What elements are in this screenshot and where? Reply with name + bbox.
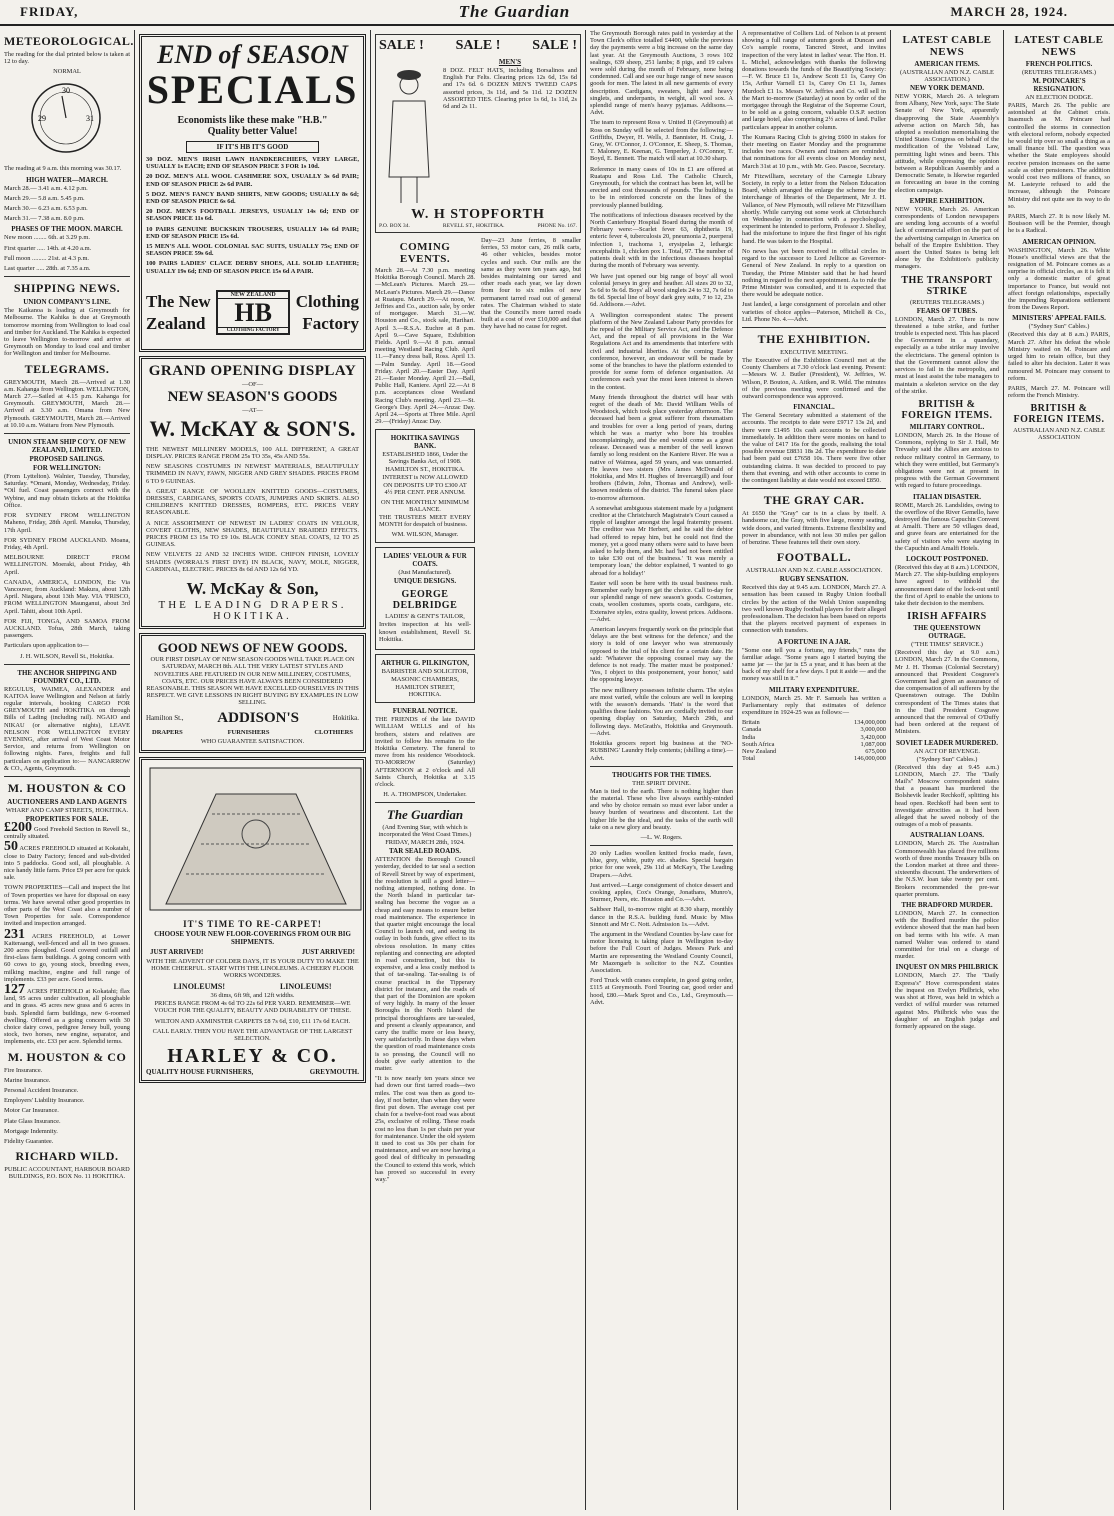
addisons-guarantee: WHO GUARANTEE SATISFACTION. (200, 737, 305, 745)
masthead-date: MARCH 28, 1924. (950, 4, 1068, 19)
article-text: The Kumara Racing Club is giving £600 in stakes for their meeting on Easter Monday and the programme includes two races. Owners and trainers are reminded that nominations for all events close on Monday next, March 31st at 10 p.m., with Mr. Geo. Pascoe, Secretary. (742, 133, 886, 170)
queenstown-heading: THE QUEENSTOWN OUTRAGE. (913, 624, 981, 641)
military-row: Canada 3,000,000 (742, 726, 886, 734)
dial-label: 31 (86, 114, 94, 124)
article-text: The notifications of infectious diseases received by the North Canterbury Hospital Board during the month of February were:—Scarlet fever 63, diphtheria 19, enteric fever 4, tuberculosis 20, pneumonia 2, puerperal infection 1, trachoma 1, erysipelas 2, lethargic encephalitis 1, chicken pox 1. Total, 97. The number of patients dealt with in the infectious diseases hospital during the month of February was seventy. (590, 211, 733, 270)
insurance-item: Fidelity Guarantee. (4, 1138, 54, 1146)
thoughts-text: Man is tied to the earth. There is nothing higher than the material. These who live always earthly-minded and who by choice remain so must ever labor under a heavy burden of weariness and discontent. Let the higher life be the ideal, and the tasks of the earth will take on a new glory and beauty. (590, 787, 733, 831)
mckay-heading: W. McKAY & SON'S. (149, 415, 356, 441)
for-wellington: FOR WELLINGTON: (32, 464, 101, 473)
funeral-heading: FUNERAL NOTICE. (392, 707, 458, 716)
soviet-heading: SOVIET LEADER MURDERED. (896, 738, 998, 747)
article-text: The argument in the Westland Counties by-law case for motor licensing is taking place in Wellington to-day before the Full Court of Judges. Messrs Park and Martin are representing the Westland County Council, Mr Mazengarb is solicitor to the N.Z. Counties Association. (590, 930, 733, 974)
savings-monthly: ON THE MONTHLY MINIMUM BALANCE. (381, 499, 469, 514)
moon-heading: PHASES OF THE MOON. MARCH. (11, 225, 123, 234)
tide-row: March 30.— 6.23 a.m. 6.53 p.m. (4, 205, 88, 213)
philbrick-text: LONDON, March 27. The "Daily Express's" Hove correspondent states the inquest on Evelyn Philbrick, who was shot at Hove, was held in which a verdict of wilful murder was returned against Mrs. Philbrick who was the daughter of an English judge and formerly appeared on the stage. (895, 972, 999, 1030)
insurance-item: Fire Insurance. (4, 1066, 43, 1074)
pilkington-ad (375, 654, 475, 703)
delbridge-heading: GEORGE DELBRIDGE (392, 589, 458, 612)
philbrick-heading: INQUEST ON MRS PHILBRICK (895, 963, 999, 972)
mckay-opening-ad (139, 356, 366, 629)
thoughts-heading: THOUGHTS FOR THE TIMES. (612, 770, 711, 779)
anchor-text: REGULUS, WAIMEA, ALEXANDER and KAITOA leave Wellington and Nelson at fairly regular intervals, booking CARGO FOR GREYMOUTH and HOKITIKA on through Bills of Lading (including rail). NGAIO and NIKAU (or alternative nights), LEAVE NELSON FOR WELLINGTON EVERY EVENING, after arrival of West Coast Motor Service, and returns from Wellington on following nights. Fares, freights and full particulars on application to:— NANCARROW & CO., Agents, Greymouth. (4, 685, 130, 772)
exhibition-sub: EXECUTIVE MEETING. (780, 348, 848, 356)
barometer-dial (4, 76, 128, 160)
pilkington-barrister: BARRISTER AND SOLICITOR, (381, 668, 469, 676)
article-text: A representative of Colliers Ltd. of Nelson is at present showing a full range of autumn goods at Duncan and Co's sample rooms, Tancred Street, and invites inspection of the very latest in ladies' wear. The Hon. H. L. Michel, acknowledges with thanks the following donations towards the funds of the Beautifying Society:—F. W. Bruce £1 1s, Andrew Scott £1 1s, Carey On 15s, Arthur Varnell £1 1s, Carey On £1 1s, James Murdoch £1 1s. Messrs W. Jeffries and Co. will sell in the Mart to-morrow (Saturday) at noon by order of the mortgagee through the Registrar of the Supreme Court, to be sold as a going concern, valuable O.S.P. section and large hotel, also comprising 2½ acres of land. Fuller particulars appear in another column. (742, 30, 886, 131)
revenge-heading: AN ACT OF REVENGE. (914, 747, 980, 755)
cable-news-heading-2: LATEST CABLE NEWS (1014, 34, 1104, 58)
military-row: New Zealand 675,000 (742, 748, 886, 756)
football-heading: FOOTBALL. (776, 550, 852, 565)
article-text: Hokitika grocers report big business at the 'NO-RUBBING' Laundry Help contents; (shilling a time).—Advt. (590, 740, 733, 762)
article-text: American lawyers frequently work on the principle that 'delays are the best witness for the defence,' and the story is told of one lawyer who was strenuously opposed to the trial of his client for a certain date. He said: 'Whatever the opposing counsel may say the defence is not ready. The matter must be postponed.' 'Yes, I object to this postponement, your honor,' said the opposing lawyer. (590, 626, 733, 684)
election-text: PARIS, March 26. The public are astonished at the Cabinet crisis. Inasmuch as M. Poincare had controlled the storms in connection with electoral reform, nobody expected he would trip over so small a thing as a small finance bill. The question was whether the State employees should receive pension increases on the same scale as other pensioners. The addition would cost two millions of francs, so M. Lasteyrie refused to add the increase, although the Poincare Ministry did not quite see its way to do so. (1008, 102, 1110, 210)
guardian-date: FRIDAY, MARCH 28th, 1924. (385, 839, 465, 847)
article-text: Easter will soon be here with its usual business rush. Remember early buyers get the choice. Call to-day for our splendid range of new season's goods. Costumes, coats, woollen costumes, sports coats, cardigans, etc. Extensive styles, extra quality, lowest prices. Addisons.—Advt. (590, 579, 733, 623)
barometer-label: NORMAL (53, 68, 81, 76)
property-text: TOWN PROPERTIES—Call and inspect the list of Town properties we have for disposal on easy terms. We have several other good properties in other parts of the West Coast also a number of Town Properties for sale. Correspondence invited and inspection arranged. (4, 884, 130, 928)
man-illustration (379, 57, 439, 207)
property-figure: 127 (4, 982, 25, 998)
article-text: The team to represent Ross v. United II (Greymouth) at Ross on Sunday will be selected from the following:—Griffiths, Dwyer, H. Wells, J. Bannister, H. Craig, J. Gray, W. O'Connor, J. O'Connor, E. Sheep, S. Thomas, T. Maloney, E. Keenan, G. Tenperley, J. O'Connor, T. Boyd, E. Bennett. The match will start at 10.30 sharp. (590, 119, 733, 163)
british-foreign-heading: BRITISH & FOREIGN ITEMS. (901, 398, 993, 421)
opening-item: NEW VELVETS 22 AND 32 INCHES WIDE. CHIFON FINISH, LOVELY SHADES (WORRAL'S FIRST DYE) IN BLACK, NAVY, MOLE, NIGGER, CARDINAL, ELECTRIC. PRICES 8s 6d AND 12s 6d YD. (146, 551, 359, 573)
column-3 (371, 30, 585, 1510)
opinion-heading: AMERICAN OPINION. (1022, 237, 1096, 246)
italian-text: ROME, March 26. Landslides, owing to the overflow of the River Gemello, have destroyed the famous Capuchin Convent at Amalfi. There are 50 villages dead, and grave fears are entertained for the safety of visitors who were staying in the Capuchin and Amalfi Hotels. (895, 501, 1000, 552)
association-credit-2: AUSTRALIAN AND N.Z. CABLE ASSOCIATION (1013, 427, 1105, 442)
linoleums-2: LINOLEUMS! (279, 982, 332, 992)
pm-text: PARIS, March 27. M. Poincare will reform the French Ministry. (1008, 384, 1110, 400)
article-text: 20 only Ladies woollen knitted frocks made, fawn, blue, grey, white, putty etc. shades. Special bargain price for one week, 29s 11d at McKay's, The Leading Drapers.—Advt. (590, 849, 733, 879)
newdemand-text: NEW YORK, March 26. A telegram from Albany, New York, says: The State Senate of New York, apparently disapproving the State Assembly's adverse action on March 5th, has adopted a resolution memorialising the United States Congress on behalf of the modification of the Volstead Law, permitting light wines and beers. This attitude, while expressing the opinion between a Republican Assembly and a Democratic Senate, is likewise regarded as forecasting an issue in the coming election campaign. (895, 93, 999, 194)
loans-heading: AUSTRALIAN LOANS. (910, 831, 984, 840)
sailing-text: FOR SYDNEY FROM WELLINGTON Maheno, Friday, 28th April. Manuka, Thursday, 17th April. (4, 512, 130, 534)
association-credit: (AUSTRALIAN AND N.Z. CABLE ASSOCIATION.) (900, 69, 994, 83)
column-4 (586, 30, 737, 1510)
pilkington-heading: ARTHUR G. PILKINGTON, (381, 659, 469, 668)
wilton-text: WILTON AND AXMINSTER CARPETS £8 7s 6d, £10, £11 17s 6d EACH. (154, 1017, 351, 1025)
end-of-season-ad (139, 34, 366, 352)
harley-heading: HARLEY & CO. (167, 1045, 338, 1068)
meteorological-reading: The reading at 9 a.m. this morning was 30.17. (4, 165, 122, 173)
delbridge-invites: Invites inspection at his well-known establishment, Revell St. Hokitika. (379, 621, 471, 643)
reuters-credit: (REUTERS TELEGRAMS.) (909, 298, 985, 306)
eos-title-1: END of SEASON (157, 40, 348, 69)
hb-logo-top: NEW ZEALAND (218, 292, 288, 299)
eos-item: 100 PAIRS LADIES' CLACE DERBY SHOES, ALL SOLID LEATHER; USUALLY 19s 6d; END OF SEASON PRICE 15s 6d A PAIR. (146, 260, 359, 275)
hb-logo-bottom: CLOTHING FACTORY (218, 327, 288, 333)
financial-heading: FINANCIAL. (793, 403, 835, 412)
union-steamship-heading: UNION STEAM SHIP CO'Y. OF NEW ZEALAND, LIMITED. (8, 438, 126, 455)
column-2 (135, 30, 370, 1510)
property-text: ACRES FREEHOLD, at Lower Kaiteraangi, well-fenced and all in two grasses. 200 acres ploughed. Good covered outfall and first-class farm buildings. A going concern with 60 cows to go, young stock, breeding ewes, milking machine, engine and full range of implements. £33 per acre. Good terms. (4, 932, 131, 983)
savings-interest: INTEREST is NOW ALLOWED ON DEPOSITS UP TO £300 AT 4½ PER CENT. PER ANNUM. (382, 474, 468, 496)
sale-label: SALE ! (379, 38, 424, 53)
bradford-text: LONDON, March 27. In connection with the Bradford murder the police evidence showed that the man had been on bad terms with his wife. A man named Walter was ordered to stand committed for trial on a charge of murder. (895, 910, 999, 961)
pilkington-chambers: MASONIC CHAMBERS, (391, 676, 459, 684)
addisons-name: ADDISON'S (217, 709, 299, 726)
british-foreign-heading-2: BRITISH & FOREIGN ITEMS. (1013, 403, 1105, 426)
coming-events-heading: COMING EVENTS. (399, 241, 451, 265)
insurance-item: Marine Insurance. (4, 1076, 51, 1084)
lockout-heading: LOCKOUT POSTPONED. (906, 554, 988, 563)
property-text: ACRES FREEHOLD situated at Kokatahi, close to Dairy Factory; fenced and sub-divided into 5 paddocks. Good soil, all ploughable. A nice handy little farm. Price £9 per acre for quick sale. (4, 845, 130, 882)
column-7 (1004, 30, 1114, 1510)
savings-established: ESTABLISHED 1866, Under the Savings Banks Act, of 1908. (382, 451, 468, 466)
sale-text: 8 DOZ. FELT HATS, including Borsalinos and English Fur Felts. Clearing prices 12s 6d, 15s 6d and 17s 6d. 6 DOZEN MEN'S TWEED CAPS assorted prices, 3s 11d, and 5s 11d. 12 DOZEN ASSORTED TIES. Clearing price 1s 6d, 1s 11d, 2s 6d and 2s 11. (443, 67, 577, 111)
loans-text: LONDON, March 26. The Australian Commonwealth has placed five millions worth of three months Treasury bills on the London market at three and three-sixteenths discount. The underwriters of the N.S.W. loan take twenty per cent. Brokers recommended the pre-war quarter premium. (895, 840, 999, 898)
stopforth-box: P.O. BOX 34. (379, 223, 410, 229)
hb-factory: Factory (302, 313, 359, 333)
column-1 (0, 30, 134, 1510)
eos-slogan: IF IT'S HB IT'S GOOD (186, 141, 319, 153)
guardian-heading: The Guardian (386, 807, 464, 823)
tide-row: March 29.— 5.8 a.m. 5.45 p.m. (4, 194, 85, 202)
property-figure: 50 (4, 839, 18, 855)
masthead-day: FRIDAY, (20, 4, 79, 19)
opening-item: NEW SEASONS COSTUMES IN NEWEST MATERIALS, BEAUTIFULLY TRIMMED IN NAVY, FAWN, NIGGER AND GREY SHADES. PRICES FROM 6 TO 9 GUINEAS. (146, 463, 359, 485)
choose-text: CHOOSE YOUR NEW FLOOR-COVERINGS FROM OUR BIG SHIPMENTS. (154, 929, 351, 946)
houston-address: WHARF AND CAMP STREETS, HOKITIKA. (5, 806, 129, 814)
addisons-ad (139, 633, 366, 752)
cable-news-heading: LATEST CABLE NEWS (902, 34, 992, 58)
prices-text: PRICES RANGE FROM 4s 6d TO 22s 6d PER YARD. REMEMBER—WE VOUCH FOR THE QUALITY, BEAUTY AND DURABILITY OF THESE. (154, 1000, 351, 1015)
tides-heading: HIGH WATER—MARCH. (26, 175, 108, 184)
velour-heading: LADIES' VELOUR & FUR COATS. (383, 552, 467, 569)
eos-title-2: SPECIALS (146, 67, 359, 112)
moon-row: Full moon ......... 21st. at 4.3 p.m. (4, 254, 90, 262)
houston-heading-2: M. HOUSTON & CO (7, 1049, 127, 1064)
union-heading: UNION COMPANY'S LINE. (23, 298, 111, 307)
sale-label: SALE ! (532, 38, 577, 53)
savings-manager: WM. WILSON, Manager. (391, 531, 459, 539)
military-control-text: LONDON, March 26. In the House of Commons, replying to Sir J. Hall, Mr Trevasby said the Allies are anxious to reduce military control in Germany, to which they were entitled, but Germany's obligations were not at present in progress with the German Government with regard to future proceedings. (895, 431, 999, 490)
article-text: We have just opened our big range of boys' all wool colonial jerseys in grey and heather. All sizes 20 to 32, 5s 6d to 9s 6d. Boys' all wool singlets 24 to 32, 7s 6d to 8s 6d. Special line of boys' dark grey suits, 7 to 12, 23s 6d. Addisons.—Advt. (590, 272, 733, 309)
tar-text-2: "It is now nearly ten years since we had down our first tarred roads—two miles. The cost was then as good to-day, if not better, than when they were first put down. The average cost per chain for a twelve-foot road was about 25s, exclusive of rolling. These roads cost no less than 1s per chain per year for maintenance. Under the old system it used to cost us 30s per chain for maintenance, and we are now having a good deal of difficulty in persuading the Council to extend this work, which has proved so successful in every way." (375, 1075, 475, 1184)
shipping-heading: SHIPPING NEWS. (13, 281, 121, 296)
irish-heading: IRISH AFFAIRS (907, 611, 987, 623)
call-early-text: CALL EARLY. THEN YOU HAVE THE ADVANTAGE OF THE LARGEST SELECTION. (152, 1027, 353, 1042)
union-text: The Kaikanoa is loading at Greymouth for Melbourne. The Kahika is due at Greymouth tomorrow morning from Wellington to load coal and timber for Auckland. The Kahika is expected to leave Wellington to-morrow and arrive at Greymouth on Monday to load coal and timber for Wellington and timber for Melbourne. (4, 307, 130, 358)
exhibition-heading: THE EXHIBITION. (757, 331, 871, 346)
empire-heading: EMPIRE EXHIBITION. (909, 196, 985, 205)
just-manufactured: (Just Manufactured). (398, 569, 452, 577)
military-row: South Africa 1,087,000 (742, 740, 886, 748)
column-5 (738, 30, 890, 1510)
fortune-heading: A FORTUNE IN A JAR. (777, 637, 851, 646)
grand-opening-heading: GRAND OPENING DISPLAY (148, 362, 357, 379)
opening-item: THE NEWEST MILLINERY MODELS, 100 ALL DIFFERENT, A GREAT DISPLAY. PRICES RANGE FROM 25s TO 35s, 45s AND 55s. (146, 445, 359, 461)
opening-item: A NICE ASSORTMENT OF NEWEST IN LADIES' COATS IN VELOUR, COVERT CLOTHS, NEW SHADES, BEAUTIFULLY BRAIDED EFFECTS. PRICES FROM £3 15s TO £9 10s. BLACK CONEY SEAL COATS, 12 TO 25 GUINEAS. (146, 519, 359, 549)
anchor-heading: THE ANCHOR SHIPPING AND FOUNDRY CO., LTD. (17, 668, 117, 685)
hb-factory-banner (146, 281, 359, 345)
sailing-text: (From Lyttelton). Walnier, Tuesday, Thursday, Saturday. *Omani, Monday, Wednesday, Friday. *Oil fuel. Coast passengers connect with the Wybine, and may obtain tickets at the Hokitika Office. (4, 473, 130, 509)
paris-text: PARIS, March 27. It is now likely M. Bouisson will be the Premier, though he is a Radical. (1008, 213, 1110, 235)
bradford-heading: THE BRADFORD MURDER. (901, 901, 993, 910)
guardian-sub: (And Evening Star, with which is incorporated the West Coast Times.) (378, 824, 472, 839)
hb-clothing: Clothing (295, 291, 359, 311)
sailing-text: CANADA, AMERICA, LONDON, Etc Via Vancouver, from Auckland: Makura, about 12th April. Niagara, about 13th May. VIA 'FRISCO, FROM WELLINGTON Maunganui, about 3rd April. Tahiti, about 10th April. (4, 578, 130, 615)
moon-row: Last quarter ..... 28th. at 7.35 a.m. (4, 265, 91, 273)
stopforth-phone: PHONE No. 167. (537, 223, 577, 229)
insurance-item: Motor Car Insurance. (4, 1107, 59, 1115)
fortune-text: "Some one tell you a fortune, my friends," runs the familiar adage. "Some years ago I started buying the same jar — the jar is £5 a year, and it has been at the back of my shelf for a few days. I put it aside — and the money was still in it." (742, 646, 886, 683)
article-text: A somewhat ambiguous statement made by a judgment creditor at the Christchurch Magistrate's Court caused a ripple of laughter amongst the legal fraternity present. The creditor was Mr Herbert, and he said the debtor had offered to repay him, but he could not find the money, yet a good many others were said to have been asked to help them, and Mr. had 'had not been entitled to take £30 out of the business.' 'It was merely a temporary loan,' the debtor explained, 'I wanted to go abroad for a holiday!' (590, 504, 733, 577)
property-figure: 231 (4, 926, 25, 942)
lockout-text: (Received this day at 8 a.m.) LONDON, March 27. The ship-building employers have agreed to withhold the announcement date of the lock-out until the first of April to enable the unions to take their decision to the members. (895, 563, 999, 607)
addisons-street: Hamilton St., (146, 714, 184, 723)
linoleums-1: LINOLEUMS! (173, 982, 226, 992)
irish-text: (Received this day at 9.0 a.m.) LONDON, March 27. In the Commons, Mr J. H. Thomas (Colonial Secretary) announced that President Cosgrave's Government had given an assurance of due compensation of all sufferers by the Queenstown outrage. The Dublin correspondent of The Times states that in the Dail President Cosgrave announced that the removal of O'Duffy had been ordered at the request of Ministers. (895, 649, 999, 736)
mckay-signature: W. McKay & Son, (186, 579, 319, 599)
french-heading: FRENCH POLITICS. (1025, 60, 1093, 68)
article-text: A Wellington correspondent states: The present platform of the New Zealand Labour Party provides for the repeal of the Military Service Act, and the Defence Act, and the repeal of all provisions in the War Regulations Act and its amendments that interfere with civil and industrial liberties. At the coming Easter conference, however, an endeavour will be made by some of the branches to have the platform extended to provide for some form of defence organisation. At conferences each year the most keen interest is shown in the contest. (590, 311, 733, 391)
tide-row: March 31.— 7.38 a.m. 8.0 p.m. (4, 215, 85, 223)
article-text: Just arrived.—Large consignment of choice dessert and cooking apples, Cox's Orange, Jonathans, Munro's, Sturmer, Peers, etc. Houston and Co.—Advt. (590, 881, 733, 904)
houston-heading: M. HOUSTON & CO (7, 780, 127, 795)
advent-text: WITH THE ADVENT OF COLDER DAYS, IT IS YOUR DUTY TO MAKE THE HOME CHEERFUL. START WITH THE LINOLEUMS. A CHEERY FLOOR WORKS WONDERS. (146, 957, 359, 979)
telegrams-text: GREYMOUTH, March 28.—Arrived at 1.30 a.m. Kahanga from Wellington. WELLINGTON, March 27.—Sailed at 4.15 p.m. Kahanga for Greymouth. GREYMOUTH, March 28.—Arrived at 3.30 a.m. Omana from New Plymouth. GREYMOUTH, March 28.—Arrived at 10.10 a.m. Waitaru from New Plymouth. (4, 378, 130, 429)
transport-heading: THE TRANSPORT STRIKE (901, 274, 993, 297)
reuters-credit-2: (REUTERS TELEGRAMS.) (1021, 69, 1097, 76)
dial-label: 29 (38, 114, 46, 124)
article-text: The Greymouth Borough rates paid in yesterday at the Town Clerk's office totalled £4400, while the previous day the payments were a big increase on the same day last year. At the Greymouth Auctions, 3 rows 102 sealings, 639 sheep, 251 lambs; 8 pigs, and 19 calves were sold during the month of February, none being condemned. Call and see our huge range of new season goods for men. The latest in all new garments of every description. Cardigans, sweaters, light and heavy singlets, and underpants, in weight, all wool sox. A splendid range of men's heavy pyjamas. Addisons.—Advt. (590, 30, 733, 117)
opinion-text: WASHINGTON, March 26. White House's unofficial views are that the resignation of M. Poincare comes as a surprise in official circles, as it is felt it only a domestic matter of great importance to France, but would not affect foreign relationships, especially the impending Reparations settlement from the Dawes Report. (1008, 246, 1110, 312)
new-season-heading: NEW SEASON'S GOODS (167, 388, 338, 405)
harley-ad (139, 757, 366, 1084)
military-heading: MILITARY EXPENDITURE. (769, 685, 859, 694)
insurance-item: Plate Glass Insurance. (4, 1117, 61, 1125)
eos-economists: Economists like these make "H.B." Quality better Value! (177, 115, 328, 137)
delbridge-ad (375, 547, 475, 650)
sale-label: SALE ! (455, 38, 501, 53)
agent-name: J. H. WILSON, Revell St., Hokitika. (20, 652, 114, 660)
property-text: Good Freehold Section in Revell St., centrally situated. (4, 825, 130, 841)
masthead (0, 0, 1114, 26)
houston-sub: AUCTIONEERS AND LAND AGENTS (7, 797, 127, 806)
pilkington-street: HAMILTON STREET, HOKITIKA. (395, 684, 455, 699)
sydney-credit-2: ("Sydney Sun" Cables.) (1028, 323, 1090, 331)
hb-zealand: Zealand (146, 313, 206, 333)
stopforth-street: REVELL ST., HOKITIKA. (442, 223, 505, 229)
rugby-heading: RUGBY SENSATION. (779, 575, 849, 584)
tar-text: ATTENTION the Borough Council yesterday, decided to tar seal a section of Revell Street by way of experiment, the resolution is still a good letter—nothing attempted, nothing done. In the North Island in particular tar-sealing has become the vogue as a cheap and easy means to ensure better road maintenance. The experience in that quarter might encourage the local Council to launch out, and seeing its outlay in both funds, give effect to its obvious resolution. In many cities replanting and connecting are adopted in road construction, but this is expensive, and a less costly method is that of tar-sealing. Tar-sealing is of course practical in the Tipperary district for instance, and the roads of that part of the Dominion are spoken of very highly. In many of the lesser Boroughs in the North Island the principal thoroughfares are tar-sealed, and present a cleanly appearance, and carry the traffic more or less heavy, very satisfactorily. In these days when the question of road maintenance costs is so pressing, the Council will no doubt give early attention to the matter. (375, 856, 475, 1073)
good-news-text: OUR FIRST DISPLAY OF NEW SEASON GOODS WILL TAKE PLACE ON SATURDAY, MARCH 8th. ALL THE VERY LATEST STYLES AND NOVELTIES ARE FEATURED IN OUR NEW MILLINERY, COSTUMES, COATS, ETC. OUR PRICES HAVE ALWAYS BEEN CONSIDERED REASONABLE. THIS SEASON WE HAVE EXCELLED OURSELVES IN THIS RESPECT. WE GIVE LESSONS IN RIGHT BUYING BY EXAMPLES IN LOW SELLING. (146, 656, 359, 707)
leading-drapers: THE LEADING DRAPERS. (158, 599, 347, 612)
eos-item: 30 DOZ. MEN'S IRISH LAWN HANDKERCHIEFS, VERY LARGE, USUALLY 1s EACH; END OF SEASON PRICE 3 FOR 1s 10d. (146, 156, 359, 171)
quality-furnishers: QUALITY HOUSE FURNISHERS, (146, 1068, 254, 1077)
recarpet-heading: IT'S TIME TO RE-CARPET! (183, 918, 322, 929)
delbridge-tailor: LADIES' & GENT'S TAILOR, (385, 613, 465, 621)
election-heading: AN ELECTION DODGE. (1025, 94, 1093, 101)
article-text: Many friends throughout the district will hear with regret of the death of Mr. David William Wells of Woodstock, which took place yesterday afternoon. The deceased had been a great sufferer from rheumatism and troubles for over a long period of years, during which he was a martyr who bore his troubles uncomplainingly, and the end would come as a great release. Deceased was a member of the well known family so long resident on the Kaniere River. He was a native of Waimea, aged 59 years, and was unmarried. He leaves two sisters (Mrs James McDonald of Hokitika, and Mrs H. Hughes of Invercargill) and four brothers (Edwin, John, Thomas and Andrew), well-known residents of the district. The funeral takes place to-morrow afternoon. (590, 393, 733, 502)
moon-row: New moon ........ 6th. at 3.29 p.m. (4, 234, 90, 242)
article-text: The new millinery possesses infinite charm. The styles are most varied, while the colours are well in keeping with the season's demands. 'Hats' is the word that qualifies these fashions. You are cordially invited to our opening display on Saturday, March 29th, and following days. McGrath's, Hokitika and Greymouth.—Advt. (590, 686, 733, 737)
addisons-drapers: DRAPERS (152, 728, 183, 736)
savings-trustees: THE TRUSTEES MEET EVERY MONTH for despatch of business. (379, 514, 471, 529)
greymouth-label: GREYMOUTH. (309, 1068, 359, 1077)
fears-heading: FEARS OF TUBES. (916, 306, 978, 315)
stopforth-heading: W. H STOPFORTH (411, 207, 545, 222)
american-heading: AMERICAN ITEMS. (914, 60, 980, 68)
sailing-text: FOR FIJI, TONGA, AND SAMOA FROM AUCKLAND. Tofua, 28th March, taking passengers. (4, 617, 130, 640)
meteorological-heading: METEOROLOGICAL. (4, 34, 134, 48)
hokitika-label: HOKITIKA. (213, 611, 292, 623)
thoughts-author: —L. W. Rogers. (640, 833, 683, 841)
italian-heading: ITALIAN DISASTER. (913, 492, 981, 501)
article-text: Day—23 June ferries, 8 smaller ferries, 53 motor cars, 26 milk carts, 46 other vehicles, besides motor cycles and such. Our mills are the same as they were ten years ago, but besides maintaining our tarred and other roads each year, we lay down from four to six miles of new permanent tarred road out of general rates. The Chairman wished to state that the Council's more tarred roads built at a cost of over £10,000 and that they have had no cause for regret. (481, 237, 581, 331)
article-text: Reference in many cases of 10s in £1 are offered at Ruatapu and Ross Ltd. The Catholic Church, Greymouth, for which the contract has been let, will be erected and cost thousands of pounds. The building is to be in reinforced concrete on the lines of the previously planned building. (590, 165, 733, 209)
property-figure: £200 (4, 819, 32, 835)
eos-item: 20 DOZ. MEN'S FOOTBALL JERSEYS, USUALLY 14s 6d; END OF SEASON PRICE 11s 6d. (146, 208, 359, 223)
at-label: —AT— (242, 406, 263, 414)
rugby-text: Received this day at 9.45 a.m. LONDON, March 27. A sensation has been caused in Rugby Union football circles by the action of the Welsh Union suspending two well known Rugby football players for their alleged professionalism. The decision has been based on reports that the players received payment of expenses in connection with transfers. (742, 584, 886, 635)
addisons-town: Hokitika. (332, 714, 359, 723)
newdemand-heading: NEW YORK DEMAND. (909, 84, 985, 92)
meteorological-text: The reading for the dial printed below is taken at 12 to day. (4, 51, 130, 66)
properties-heading: PROPERTIES FOR SALE. (25, 814, 109, 823)
transport-text: LONDON, March 27. There is now threatened a tube strike, and further trouble is expected next. This has placed the Government in a quandary, especially as a tube strike may involve the electricians. The general opinion is that the Government cannot allow the services to fail in the metropolis, and must at least assist the tube managers to maintain a skeleton service on the day of the strike. (895, 315, 999, 395)
eos-item: 5 DOZ. MEN'S FANCY BAND SHIRTS, NEW GOODS; USUALLY 8s 6d; END OF SEASON PRICE 6s 6d. (146, 190, 359, 206)
undertaker: H. A. THOMPSON, Undertaker. (383, 791, 467, 799)
property-text: ACRES FREEHOLD at Kokatahi; flax land, 95 acres under cultivation, all ploughable and in grass. 45 acres new grass and 6 acres in bush. Splendid farm buildings, new 6-roomed dwelling. Offered as a going concern with 30 choice dairy cows, pedigree Jersey bull, young stock, two horses, new engine, separator, and implements, etc. £33 per acre. Splendid terms. (4, 988, 130, 1046)
eos-item: 10 PAIRS GENUINE BUCKSKIN TROUSERS, USUALLY 14s 6d PAIR; END OF SEASON PRICE 15s 6d. (146, 225, 359, 240)
hb-logo-mark: HB (234, 298, 272, 328)
masthead-paper-name: The Guardian (458, 2, 571, 21)
football-sub: AUSTRALIAN AND N.Z. CABLE ASSOCIATION. (745, 567, 883, 575)
sailing-text: MELBOURNE DIRECT FROM WELLINGTON. Moeraki, about Friday, 4th April. (4, 554, 130, 576)
savings-bank-ad (375, 429, 475, 543)
insurance-item: Mortgage Indemnity. (4, 1127, 58, 1135)
unique-designs: UNIQUE DESIGNS. (393, 577, 457, 586)
soviet-text: (Received this day at 9.45 a.m.) LONDON, March 27. The "Daily Mail's" Moscow correspondent states that a peasant has murdered the Bolshevik leader Rechkoff, splitting his head open. Rechkoff had been sent to investigate atrocities as it had been alleged that he saved nobody of the outrages of a mob of peasants. (895, 763, 999, 829)
times-credit: ("THE TIMES" SERVICE.) (911, 641, 983, 649)
mens-label: MEN'S (498, 58, 522, 66)
exhibition-text: The Executive of the Exhibition Council met at the County Chambers at 7.30 o'clock last evening. Present:—Messrs W. J. Butler (President), W. Jeffries, W. Wilson, P. Bouton, A. Aitken, and R. Wild. The minutes of the previous meeting were confirmed and the outward correspondence was approved. (742, 356, 886, 400)
opening-item: A GREAT RANGE OF WOOLLEN KNITTED GOODS—COSTUMES, DRESSES, CARDIGANS, SPORTS COATS, JUMPERS AND SKIRTS. ALSO CHILDREN'S KNITTED DRESSES, ROMPERS, ETC. PRICES VERY REASONABLE. (146, 487, 359, 517)
savings-address: HAMILTON ST., HOKITIKA. (385, 466, 465, 474)
financial-text: The General Secretary submitted a statement of the accounts. The receipts to date were £9717 13s 2d, and there were £1495 10s cash accounts to be collected immediately. In addition there were monies on hand to the value of £417 16s for the goods, realising the total possible revenue £8831 18s 2d. The expenditure to date had been paid out £7658 10s. There were five other outstanding claims. It was decided to proceed to pay them that evening, and with other accounts to come in the contingent liability at date would not exceed £850. (742, 412, 886, 484)
article-text: Just landed, a large consignment of porcelain and other varieties of choice apples—Paterson, Mitchell & Co., Ltd. Phone No. 4.—Advt. (742, 301, 886, 323)
dial-label: 30 (62, 86, 70, 96)
hb-new: The New (146, 291, 211, 311)
empire-text: NEW YORK, March 26. American correspondents of London newspapers are sending long accounts of a woeful lack of commercial effort on the part of the advertising campaign in America on behalf of the Empire Exhibition. They assert the United States is being left alone by the Exhibition's publicity managers. (895, 205, 999, 271)
good-news-heading: GOOD NEWS OF NEW GOODS. (157, 640, 348, 656)
just-arrived-2: JUST ARRIVED! (301, 947, 355, 956)
proposed-sailings: PROPOSED SAILINGS. (29, 455, 105, 464)
tide-row: March 28.— 3.41 a.m. 4.12 p.m. (4, 184, 88, 192)
savings-heading: HOKITIKA SAVINGS BANK. (390, 434, 460, 451)
gray-car-heading: THE GRAY CAR. (763, 493, 865, 508)
eos-item: 20 DOZ. MEN'S ALL WOOL CASHMERE SOX, USUALLY 3s 6d PAIR; END OF SEASON PRICE 2s 6d PAIR. (146, 173, 359, 188)
moon-row: First quarter ..... 14th. at 4.20 a.m. (4, 244, 92, 252)
thoughts-sub: THE SPIRIT DIVINE. (632, 779, 691, 787)
military-row: Britain 134,000,000 (742, 719, 886, 727)
article-text: Mr Fitzwilliam, secretary of the Carnegie Library Society, in reply to a letter from the Nelson Education Board, which arranged the enlarge the scheme for the interchange of libraries of the Department, Mr J. H. Vallance, of New Plymouth, will relieve Mr Fitzwilliam shortly. While carrying out some work at Christchurch on Wednesday in connection with a psychological experiment he intended to perform, Professor J. Shelley, had the misfortune to injure the first finger of his right hand. He was taken to the Hospital. (742, 172, 886, 245)
article-text: Ford Truck with cranes complete, in good going order, £115 at Greymouth. Ford Touring car, good order and hood, £80.—Mark Sprot and Co., Ltd., Greymouth.—Advt. (590, 977, 733, 1006)
addisons-furnishers: FURNISHERS (227, 728, 270, 736)
gray-car-text: At £650 the "Gray" car is in a class by itself. A handsome car, the Gray, with five large, roomy seating, wide doors, and varied fitments. Extreme flexibility and power in abundance, with not less 30 miles per gallon of benzine. These features tell their own story. (742, 510, 886, 546)
telegrams-heading: TELEGRAMS. (24, 361, 110, 376)
hb-logo (216, 290, 290, 335)
coming-events-text: March 28.—At 7.30 p.m. meeting Hokitika Borough Council. March 28.—McLean's Pictures. March 29.—McLean's Pictures. March 29.—Dance at Ruatapu. March 29.—At noon, W. Jeffries and Co., auction sale, by order of mortgagee. March 31.—W. Houston and Co., stock sale, Harihari. April 3.—R.S.A. Euchre at 8 p.m. April 9.—Cave Square, Exhibition Fields. April 9.—At 8 p.m. annual meeting Westland Racing Club. April 11.—Fancy dress ball, Ross. April 13.—Palm Sunday. April 18.—Good Friday. April 20.—Easter Day. April 21.—Easter Monday. April 21.—Ball, Public Hall, Kaniere. April 22.—At 8 p.m. acceptances close Westland Racing Club's meeting. April 23.—St. George's Day. April 24.—Anzac Day. April 24.—Sports at Three Mile. April 29.—(Friday) Anzac Day. (375, 267, 475, 426)
military-text: LONDON, March 25. Mr F. Samuels has written a Parliamentary reply that estimates of defence expenditure in 1924-25 was as follows:— (742, 694, 886, 717)
military-row: India 3,420,000 (742, 733, 886, 741)
column-6 (891, 30, 1003, 1510)
of-label: —OF— (242, 380, 263, 388)
article-text: No news has yet been received in official circles in regard to the successor to Lord Jellicoe as Governor-General of New Zealand. In reply to a question on Tuesday, the Prime Minister said that he had heard nothing in regard to the next appointment. As to rule the Prime Minister was consulted, and it is expected that there would be adequate notice. (742, 247, 886, 299)
insurance-item: Personal Accident Insurance. (4, 1087, 79, 1095)
lino-widths: 36 dims, 6ft 9ft, and 12ft widths. (210, 992, 295, 1000)
eos-item: 15 MEN'S ALL WOOL COLONIAL SAC SUITS, USUALLY 75s; END OF SEASON PRICE 59s 6d. (146, 243, 359, 258)
sailing-text: FOR SYDNEY FROM AUCKLAND. Moana, Friday, 4th April. (4, 536, 130, 551)
article-text: Saltbeer Hall, to-morrow night at 8.30 sharp, monthly dance in the R.S.A. building fund. Music by Miss Sinnott and Mr C. Nott. Admission 1s.—Advt. (590, 906, 733, 928)
military-row: Total 146,000,000 (742, 755, 886, 763)
sailing-text: Particulars upon application to— (4, 642, 89, 650)
funeral-text: THE FRIENDS of the late DAVID WILLIAM WELLS and of his brothers, sisters and relatives are invited to follow his remains to the Hokitika Cemetery. The funeral to move from his residence Woodstock. TO-MORROW (Saturday) AFTERNOON at 2 o'clock and All Saints Church, Hokitika at 3.15 o'clock. (375, 716, 475, 788)
carpet-illustration (146, 764, 365, 914)
ministers-text: (Received this day at 8 a.m.) PARIS, March 27. After his defeat the whole Ministry waited on M. Poincare and urged him to retain office, but they failed to alter his decision. Later it was rumoured M. Poincare may consent to reform. (1008, 331, 1110, 382)
wild-heading: RICHARD WILD. (15, 1149, 119, 1164)
stopforth-ad (375, 34, 581, 233)
insurance-item: Employers' Liability Insurance. (4, 1097, 85, 1105)
wild-sub: PUBLIC ACCOUNTANT, HARBOUR BOARD BUILDINGS, P.O. BOX No. 11 HOKITIKA. (4, 1166, 130, 1181)
resignation-heading: M. POINCARE'S RESIGNATION. (1032, 77, 1086, 93)
just-arrived-1: JUST ARRIVED! (150, 947, 204, 956)
addisons-clothiers: CLOTHIERS (314, 728, 353, 736)
ministers-heading: MINISTERS' APPEAL FAILS. (1012, 314, 1106, 323)
tar-heading: TAR SEALED ROADS. (388, 847, 462, 856)
military-control-heading: MILITARY CONTROL. (909, 422, 985, 431)
sydney-credit: ("Sydney Sun" Cables.) (916, 755, 978, 763)
